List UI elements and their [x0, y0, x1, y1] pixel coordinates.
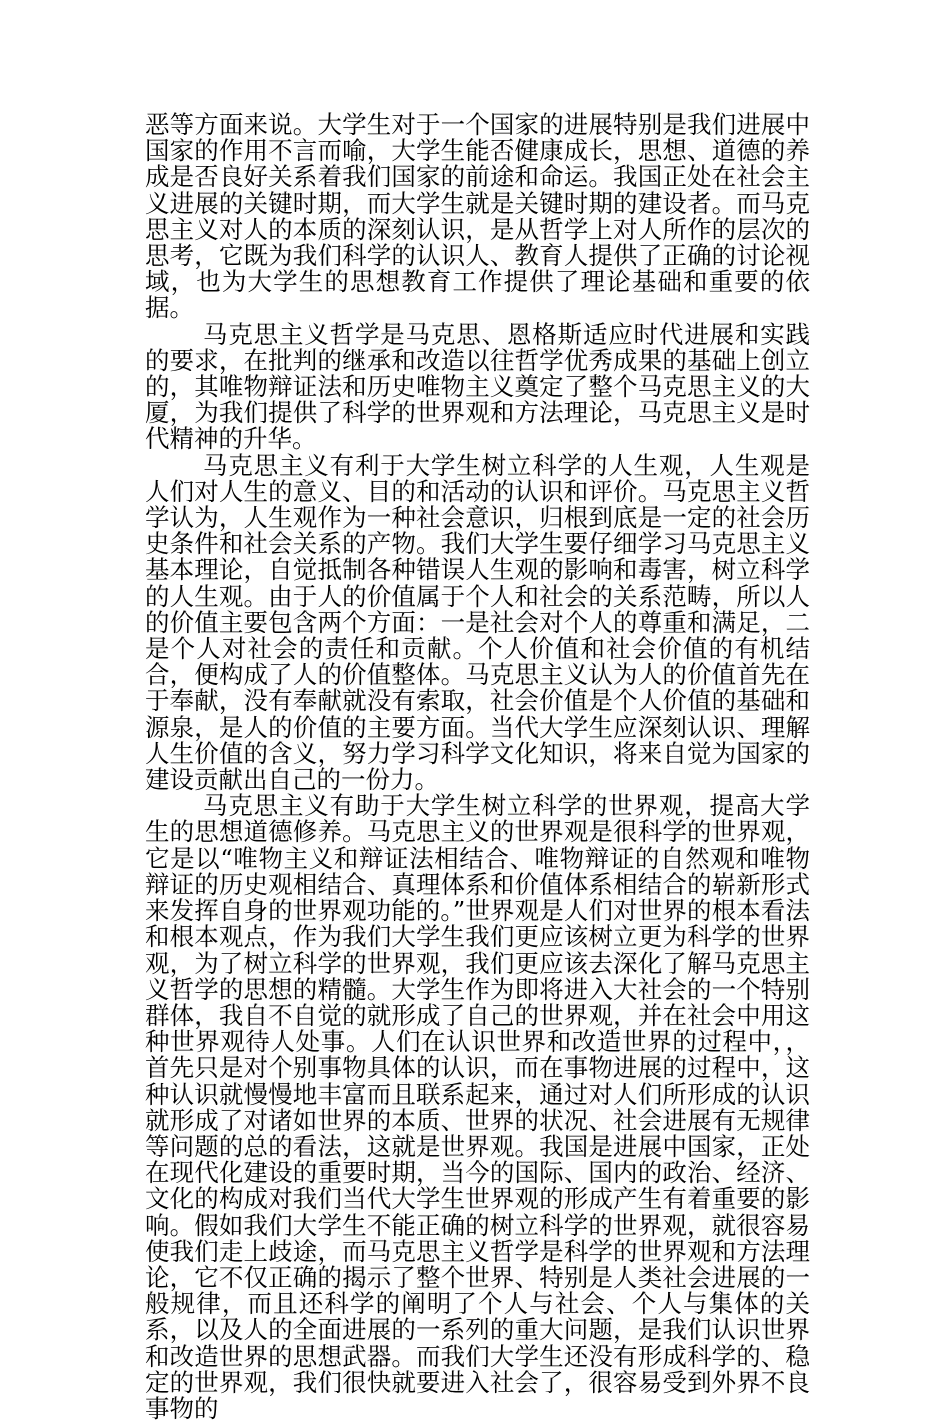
document-body	[145, 112, 810, 1422]
paragraph-4: 马克思主义有助于大学生树立科学的世界观，提高大学生的思想道德修养。马克思主义的世界观是很科学的世界观，它是以“唯物主义和辩证法相结合、唯物辩证的自然观和唯物辩证的历史观相结合、真理体系和价值体系相结合的崭新形式来发挥自身的世界观功能的。”世界观是人们对世界的根本看法和根本观点，作为我们大学生我们更应该树立更为科学的世界观，为了树立科学的世界观，我们更应该去深化了解马克思主义哲学的思想的精髓。大学生作为即将进入大社会的一个特别群体，我自不自觉的就形成了自己的世界观，并在社会中用这种世界观待人处事。人们在认识世界和改造世界的过程中，，首先只是对个别事物具体的认识，而在事物进展的过程中，这种认识就慢慢地丰富而且联系起来，通过对人们所形成的认识就形成了对诸如世界的本质、世界的状况、社会进展有无规律等问题的总的看法，这就是世界观。我国是进展中国家，正处在现代化建设的重要时期，当今的国际、国内的政治、经济、文化的构成对我们当代大学生世界观的形成产生有着重要的影响。假如我们大学生不能正确的树立科学的世界观，就很容易使我们走上歧途，而马克思主义哲学是科学的世界观和方法理论，它不仅正确的揭示了整个世界、特别是人类社会进展的一般规律，而且还科学的阐明了个人与社会、个人与集体的关系，以及人的全面进展的一系列的重大问题，是我们认识世界和改造世界的思想武器。而我们大学生还没有形成科学的、稳定的世界观，我们很快就要进入社会了，很容易受到外界不良事物的	[145, 791, 810, 1423]
paragraph-1: 恶等方面来说。大学生对于一个国家的进展特别是我们进展中国家的作用不言而喻，大学生能否健康成长，思想、道德的养成是否良好关系着我们国家的前途和命运。我国正处在社会主义进展的关键时期，而大学生就是关键时期的建设者。而马克思主义对人的本质的深刻认识，是从哲学上对人所作的层次的思考，它既为我们科学的认识人、教育人提供了正确的讨论视域，也为大学生的思想教育工作提供了理论基础和重要的依据。	[145, 110, 810, 323]
paragraph-2: 马克思主义哲学是马克思、恩格斯适应时代进展和实践的要求，在批判的继承和改造以往哲学优秀成果的基础上创立的，其唯物辩证法和历史唯物主义奠定了整个马克思主义的大厦，为我们提供了科学的世界观和方法理论，马克思主义是时代精神的升华。	[145, 319, 810, 454]
paragraph-3: 马克思主义有利于大学生树立科学的人生观，人生观是人们对人生的意义、目的和活动的认识和评价。马克思主义哲学认为，人生观作为一种社会意识，归根到底是一定的社会历史条件和社会关系的产物。我们大学生要仔细学习马克思主义基本理论，自觉抵制各种错误人生观的影响和毒害，树立科学的人生观。由于人的价值属于个人和社会的关系范畴，所以人的价值主要包含两个方面：一是社会对个人的尊重和满足，二是个人对社会的责任和贡献。个人价值和社会价值的有机结合，便构成了人的价值整体。马克思主义认为人的价值首先在于奉献，没有奉献就没有索取，社会价值是个人价值的基础和源泉，是人的价值的主要方面。当代大学生应深刻认识、理解人生价值的含义，努力学习科学文化知识，将来自觉为国家的建设贡献出自己的一份力。	[145, 450, 810, 795]
